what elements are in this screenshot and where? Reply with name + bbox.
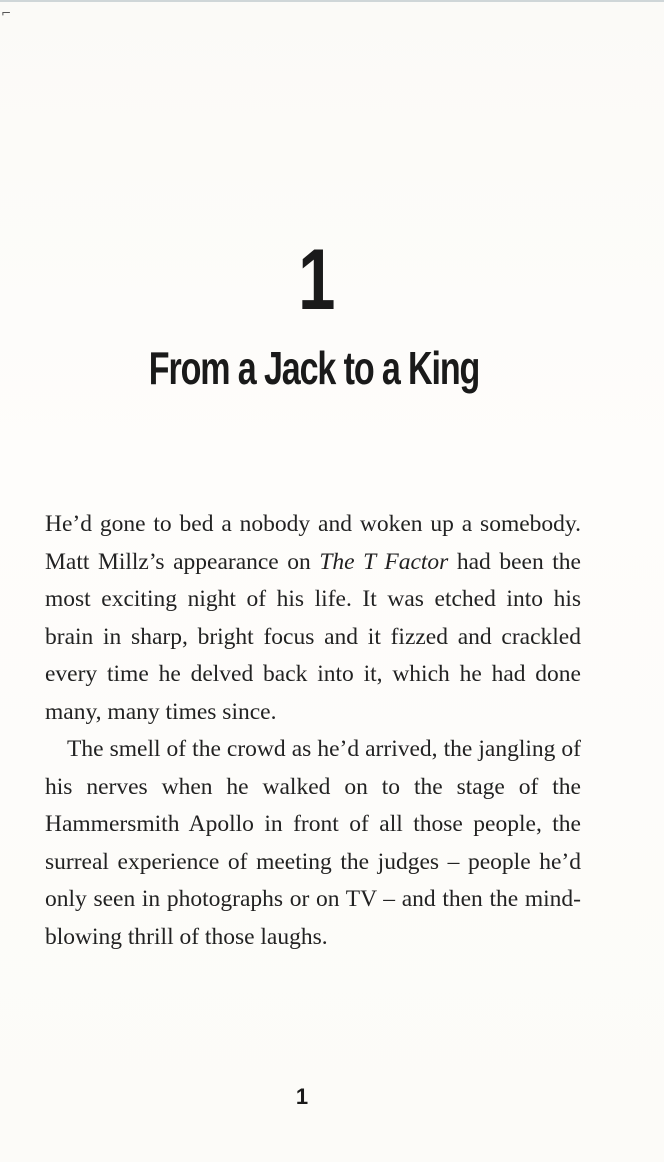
paragraph-2: The smell of the crowd as he’d arrived, the jangling of his nerves when he walked on to the stage of the Hammersmith Apollo in front of all those people, the surreal experience of meeting the judges – people he’d only seen in photographs or on TV – and then the mind-blowing thrill of those laughs.: [45, 736, 581, 950]
page-top-edge: [0, 0, 664, 2]
paragraph-1-text-a: He’d gone to bed a nobody and woken up a somebody. Matt Millz’s appearance on: [45, 511, 581, 575]
paragraph-1-text-b: had been the most exciting night of his life. It was etched into his brain in sharp, bright focus and it fizzed and crackled every time he delved back into it, which he had done many, many times since.: [45, 548, 581, 725]
chapter-title: From a Jack to a King: [148, 342, 480, 394]
paragraph-1: [45, 506, 581, 731]
show-title-italic: The T Factor: [319, 548, 449, 575]
page-number: 1: [295, 1084, 309, 1109]
chapter-number: 1: [298, 232, 334, 328]
corner-mark-icon: ⌐: [1, 6, 12, 20]
chapter-body: [45, 506, 581, 956]
